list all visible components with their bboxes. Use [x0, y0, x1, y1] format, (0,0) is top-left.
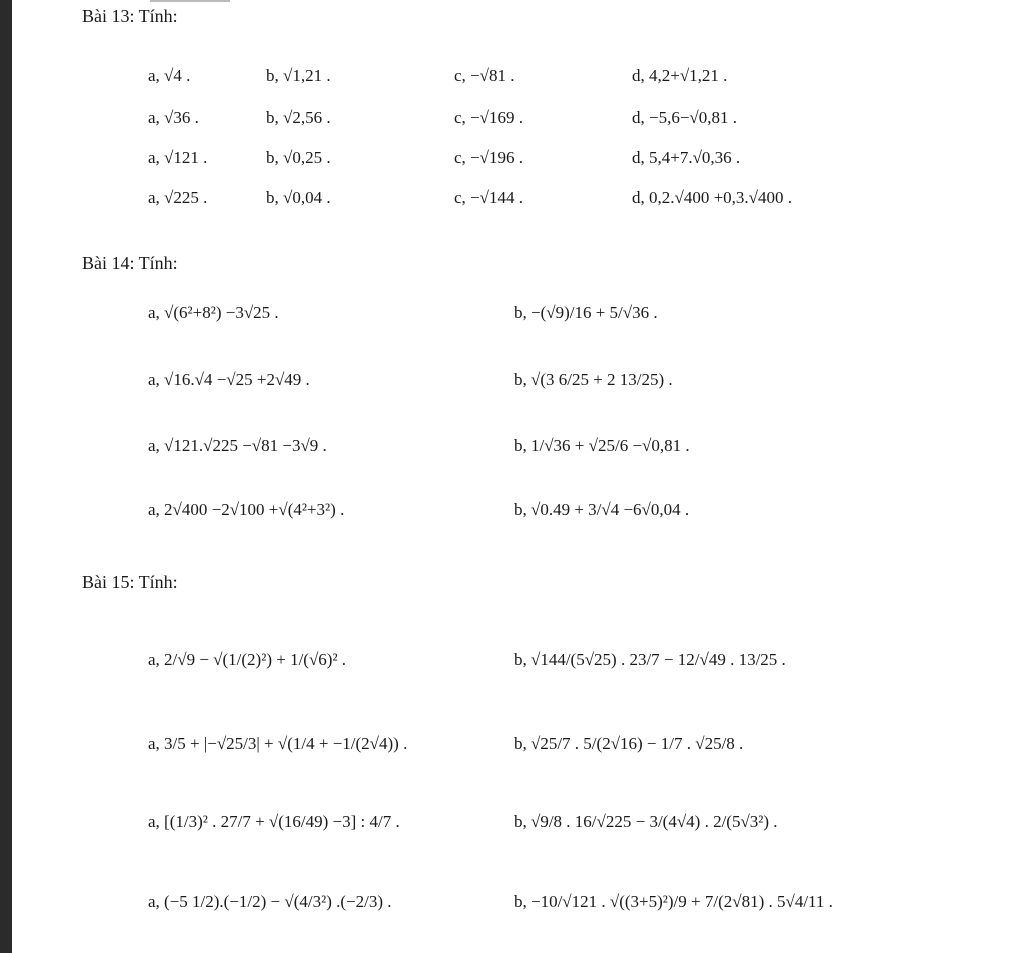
bai13-r4-d: d, 0,2.√400 +0,3.√400 .: [632, 188, 792, 207]
bai13-r2-a: a, √36 .: [148, 108, 199, 127]
bai13-r3-b: b, √0,25 .: [266, 148, 331, 167]
bai15-r1-a: a, 2/√9 − √(1/(2)²) + 1/(√6)² .: [148, 650, 347, 669]
bai15-r1-b: b, √144/(5√25) . 23/7 − 12/√49 . 13/25 .: [514, 650, 786, 669]
bai14-r3-a: a, √121.√225 −√81 −3√9 .: [148, 436, 327, 455]
bai15-r4-b: b, −10/√121 . √((3+5)²)/9 + 7/(2√81) . 5√4/11 .: [514, 892, 833, 911]
bai13-r1-d: d, 4,2+√1,21 .: [632, 66, 728, 85]
bai13-r4-c: c, −√144 .: [454, 188, 523, 207]
top-rule: [150, 0, 230, 2]
bai13-title: Bài 13: Tính:: [82, 6, 178, 26]
bai14-title: Bài 14: Tính:: [82, 253, 178, 273]
bai14-r2-b: b, √(3 6/25 + 2 13/25) .: [514, 370, 673, 389]
bai13-r1-a: a, √4 .: [148, 66, 191, 85]
bai14-r4-b: b, √0.49 + 3/√4 −6√0,04 .: [514, 500, 690, 519]
bai13-r3-a: a, √121 .: [148, 148, 208, 167]
bai14-r1-a: a, √(6²+8²) −3√25 .: [148, 303, 279, 322]
bai13-r2-d: d, −5,6−√0,81 .: [632, 108, 738, 127]
bai15-r3-b: b, √9/8 . 16/√225 − 3/(4√4) . 2/(5√3²) .: [514, 812, 778, 831]
left-edge-bar: [0, 0, 12, 953]
bai14-r3-b: b, 1/√36 + √25/6 −√0,81 .: [514, 436, 690, 455]
bai13-r1-b: b, √1,21 .: [266, 66, 331, 85]
bai14-r4-a: a, 2√400 −2√100 +√(4²+3²) .: [148, 500, 345, 519]
bai13-r4-a: a, √225 .: [148, 188, 208, 207]
bai13-r3-d: d, 5,4+7.√0,36 .: [632, 148, 741, 167]
bai13-r1-c: c, −√81 .: [454, 66, 515, 85]
bai13-r4-b: b, √0,04 .: [266, 188, 331, 207]
bai13-r2-b: b, √2,56 .: [266, 108, 331, 127]
bai13-r2-c: c, −√169 .: [454, 108, 523, 127]
bai15-r3-a: a, [(1/3)² . 27/7 + √(16/49) −3] : 4/7 .: [148, 812, 400, 831]
bai15-r4-a: a, (−5 1/2).(−1/2) − √(4/3²) .(−2/3) .: [148, 892, 392, 911]
bai13-r3-c: c, −√196 .: [454, 148, 523, 167]
bai15-r2-a: a, 3/5 + |−√25/3| + √(1/4 + −1/(2√4)) .: [148, 734, 408, 753]
bai14-r2-a: a, √16.√4 −√25 +2√49 .: [148, 370, 310, 389]
bai15-title: Bài 15: Tính:: [82, 572, 178, 592]
bai15-r2-b: b, √25/7 . 5/(2√16) − 1/7 . √25/8 .: [514, 734, 744, 753]
bai14-r1-b: b, −(√9)/16 + 5/√36 .: [514, 303, 658, 322]
